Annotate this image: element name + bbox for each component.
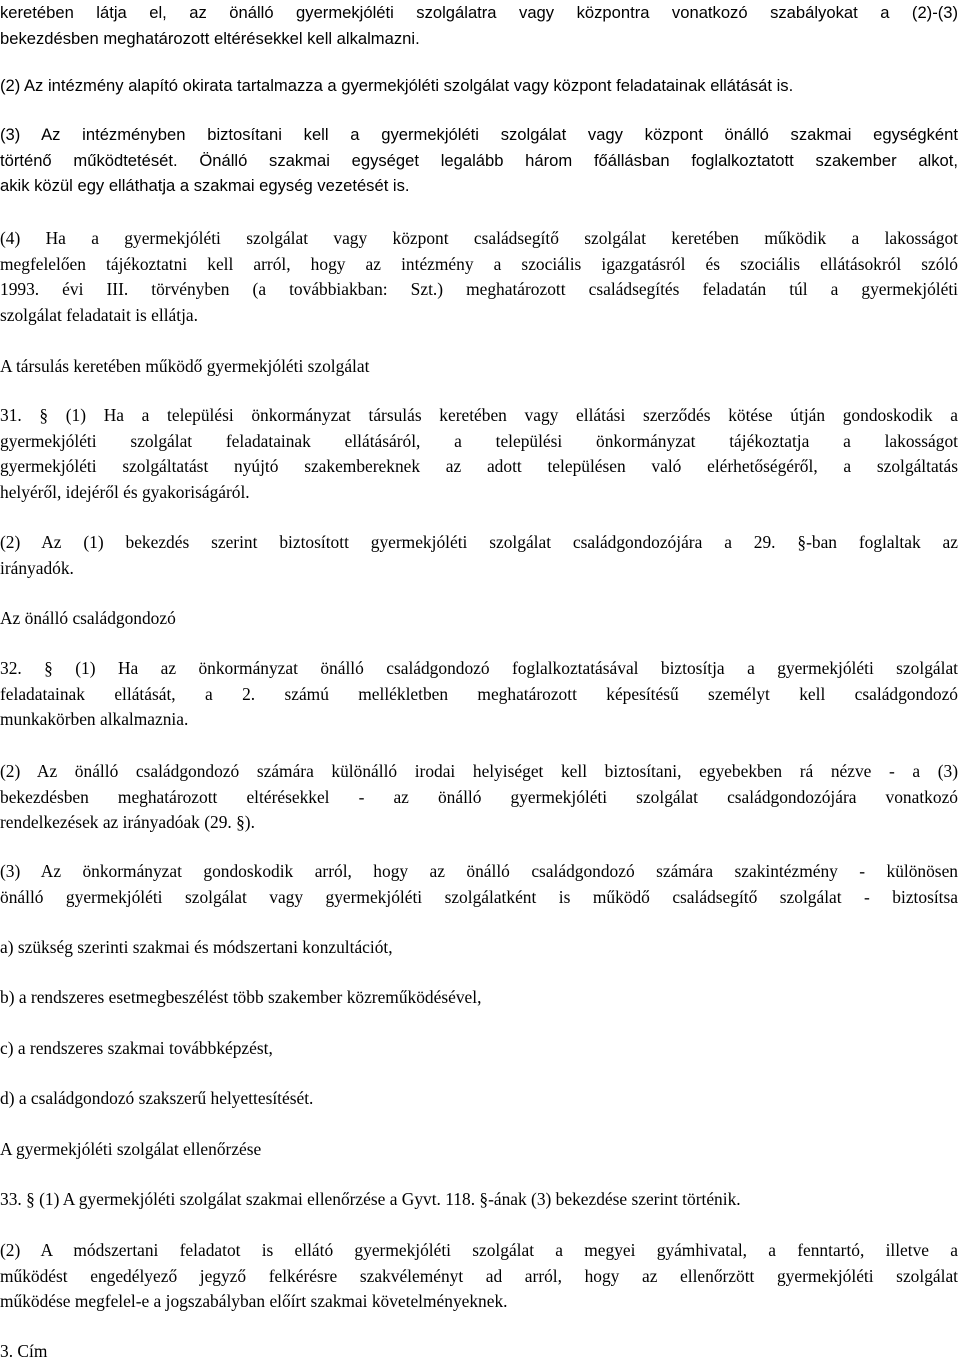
text-line: keretében látja el, az önálló gyermekjóléti szolgálatra vagy központra vonatkozó szabályokat a (2)-(3)	[0, 3, 958, 22]
text-line: feladatainak ellátását, a 2. számú mellékletben meghatározott képesítésű személyt kell családgondozó	[0, 683, 958, 704]
paragraph-intro-continuation	[0, 0, 958, 51]
text-line: 33. § (1) A gyermekjóléti szolgálat szakmai ellenőrzése a Gyvt. 118. §-ának (3) bekezdése szerint történik.	[0, 1189, 741, 1209]
text-line: a) szükség szerinti szakmai és módszertani konzultációt,	[0, 937, 393, 957]
text-line: 1993. évi III. törvényben (a továbbiakban: Szt.) meghatározott családsegítés feladatán túl a gyermekjóléti	[0, 279, 958, 299]
text-line: d) a családgondozó szakszerű helyettesítését.	[0, 1088, 314, 1108]
text-line: (2) Az intézmény alapító okirata tartalmazza a gyermekjóléti szolgálat vagy központ feladatainak ellátását is.	[0, 76, 794, 95]
paragraph-32-1	[0, 656, 958, 733]
text-line: önálló gyermekjóléti szolgálat vagy gyermekjóléti szolgálatként is működő családsegítő szolgálat - biztosítsa	[0, 886, 958, 907]
list-item-32-3-c	[0, 1036, 958, 1062]
paragraph-33-2	[0, 1238, 958, 1315]
text-line: bekezdésben meghatározott eltérésekkel kell alkalmazni.	[0, 28, 420, 48]
text-line: c) a rendszeres szakmai továbbképzést,	[0, 1038, 273, 1058]
section-heading: A társulás keretében működő gyermekjóléti szolgálat	[0, 356, 370, 376]
paragraph-31-2	[0, 530, 958, 581]
text-line: (3) Az intézményben biztosítani kell a gyermekjóléti szolgálat vagy központ önálló szakmai egységként	[0, 125, 958, 144]
list-item-32-3-b	[0, 985, 958, 1011]
paragraph-31-1	[0, 403, 958, 505]
heading-onallo-csaladgondozo	[0, 606, 958, 632]
list-item-32-3-d	[0, 1086, 958, 1112]
paragraph-32-3	[0, 859, 958, 910]
paragraph-30-4	[0, 226, 958, 328]
text-line: (3) Az önkormányzat gondoskodik arról, hogy az önálló családgondozó számára szakintézmény - különösen	[0, 861, 958, 881]
text-line: gyermekjóléti szolgáltatást nyújtó szakembereknek az adott településen való elérhetőségéről, a szolgáltatás	[0, 456, 958, 476]
heading-tarsulas	[0, 354, 958, 380]
text-line: rendelkezések az irányadóak (29. §).	[0, 812, 255, 832]
text-line: 32. § (1) Ha az önkormányzat önálló családgondozó foglalkoztatásával biztosítja a gyermekjóléti szolgálat	[0, 658, 958, 678]
text-line: akik közül egy elláthatja a szakmai egység vezetését is.	[0, 176, 410, 195]
text-line: szolgálat feladatait is ellátja.	[0, 304, 198, 325]
paragraph-30-2	[0, 73, 958, 99]
paragraph-32-2	[0, 759, 958, 836]
text-line: megfelelően tájékoztatni kell arról, hogy az intézmény a szociális igazgatásról és szociális ellátásokról szóló	[0, 253, 958, 274]
text-line: működése megfelel-e a jogszabályban előírt szakmai követelményeknek.	[0, 1291, 508, 1311]
text-line: irányadók.	[0, 557, 74, 578]
paragraph-30-3	[0, 122, 958, 199]
text-line: működést engedélyező jegyző felkérésre szakvéleményt ad arról, hogy az ellenőrzött gyermekjóléti szolgálat	[0, 1265, 958, 1286]
paragraph-33-1	[0, 1187, 958, 1213]
text-line: történő működtetését. Önálló szakmai egységet legalább három főállásban foglalkoztatott szakember alkot,	[0, 150, 958, 170]
text-line: helyéről, idejéről és gyakoriságáról.	[0, 481, 250, 502]
text-line: bekezdésben meghatározott eltérésekkel - az önálló gyermekjóléti szolgálat családgondozójára vonatkozó	[0, 786, 958, 807]
heading-ellenorzes	[0, 1137, 958, 1163]
text-line: gyermekjóléti szolgálat feladatainak ellátásáról, a települési önkormányzat tájékoztatja a lakosságot	[0, 430, 958, 451]
section-heading: A gyermekjóléti szolgálat ellenőrzése	[0, 1139, 262, 1159]
text-line: munkakörben alkalmaznia.	[0, 709, 189, 729]
text-line: (4) Ha a gyermekjóléti szolgálat vagy központ családsegítő szolgálat keretében működik a lakosságot	[0, 228, 958, 248]
text-line: (2) A módszertani feladatot is ellátó gyermekjóléti szolgálat a megyei gyámhivatal, a fenntartó, illetve a	[0, 1240, 958, 1260]
list-item-32-3-a	[0, 935, 958, 961]
text-line: b) a rendszeres esetmegbeszélést több szakember közreműködésével,	[0, 987, 482, 1007]
text-line: (2) Az (1) bekezdés szerint biztosított gyermekjóléti szolgálat családgondozójára a 29. §-ban foglaltak az	[0, 532, 958, 552]
section-heading: 3. Cím	[0, 1341, 48, 1361]
text-line: (2) Az önálló családgondozó számára különálló irodai helyiséget kell biztosítani, egyebekben rá nézve - a (3)	[0, 761, 958, 781]
section-heading: Az önálló családgondozó	[0, 608, 176, 628]
text-line: 31. § (1) Ha a települési önkormányzat társulás keretében vagy ellátási szerződés kötése útján gondoskodik a	[0, 405, 958, 425]
